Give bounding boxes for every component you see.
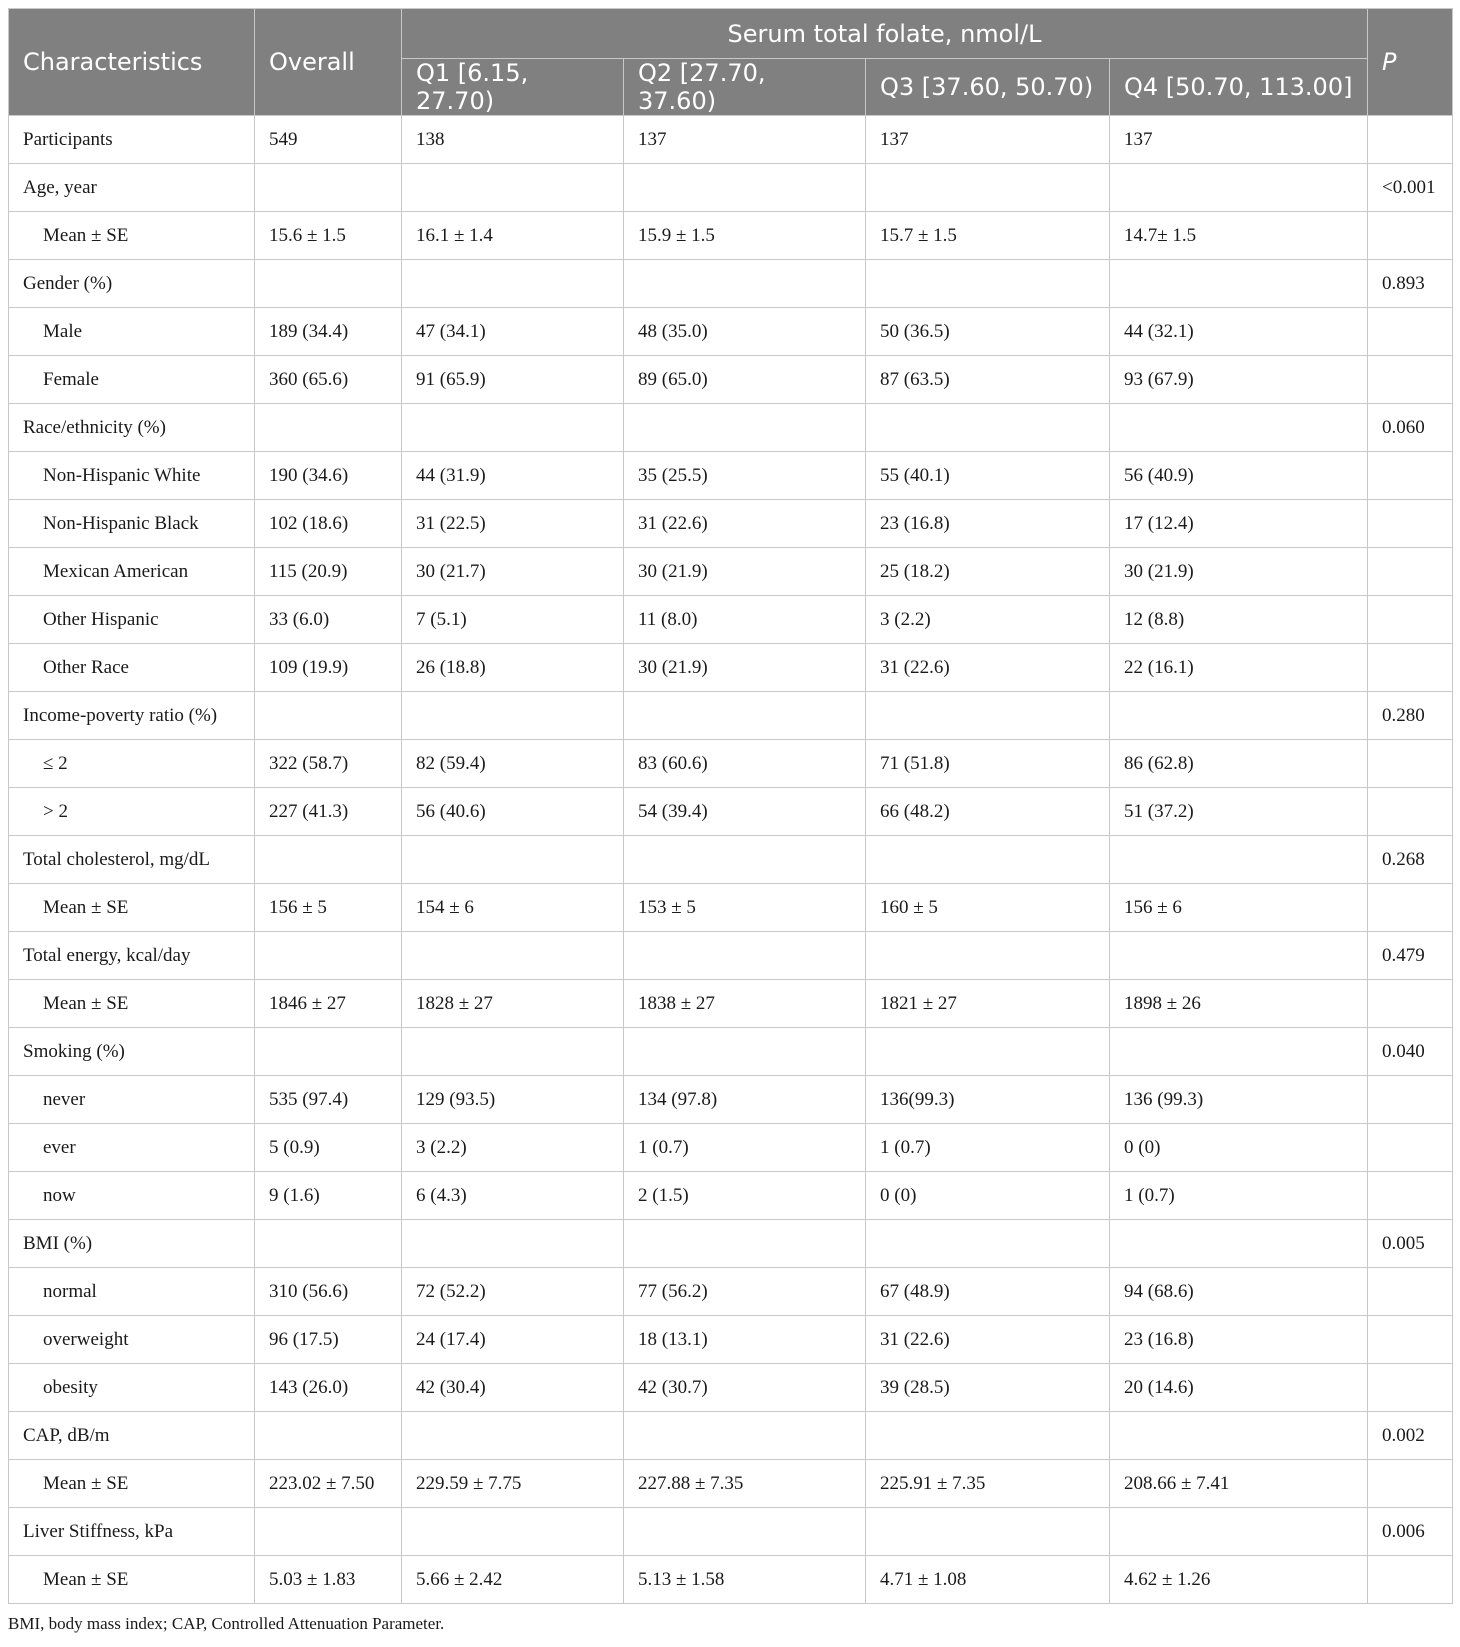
cell-q3: 31 (22.6): [866, 1316, 1110, 1364]
cell-p: 0.893: [1368, 260, 1453, 308]
table-row: [9, 212, 1453, 260]
cell-label: Total cholesterol, mg/dL: [9, 836, 255, 884]
cell-q4: 17 (12.4): [1110, 500, 1368, 548]
cell-q2: 31 (22.6): [624, 500, 866, 548]
cell-q3: 137: [866, 116, 1110, 164]
cell-q2: 5.13 ± 1.58: [624, 1556, 866, 1604]
table-row: [9, 356, 1453, 404]
cell-q4: [1110, 692, 1368, 740]
cell-q1: 129 (93.5): [402, 1076, 624, 1124]
cell-label: Race/ethnicity (%): [9, 404, 255, 452]
table-row: [9, 308, 1453, 356]
cell-q1: [402, 932, 624, 980]
header-characteristics: Characteristics: [9, 9, 255, 116]
cell-q2: 2 (1.5): [624, 1172, 866, 1220]
cell-overall: 322 (58.7): [255, 740, 402, 788]
table-row: [9, 1076, 1453, 1124]
cell-overall: 535 (97.4): [255, 1076, 402, 1124]
cell-q3: 71 (51.8): [866, 740, 1110, 788]
cell-q1: [402, 1508, 624, 1556]
cell-p: 0.060: [1368, 404, 1453, 452]
cell-overall: [255, 404, 402, 452]
cell-q3: 15.7 ± 1.5: [866, 212, 1110, 260]
cell-q3: [866, 932, 1110, 980]
cell-q2: 83 (60.6): [624, 740, 866, 788]
cell-q1: [402, 1220, 624, 1268]
cell-q4: [1110, 404, 1368, 452]
cell-label: > 2: [9, 788, 255, 836]
cell-q3: 87 (63.5): [866, 356, 1110, 404]
cell-p: [1368, 1124, 1453, 1172]
cell-p: 0.002: [1368, 1412, 1453, 1460]
cell-p: 0.006: [1368, 1508, 1453, 1556]
cell-q4: [1110, 260, 1368, 308]
cell-overall: 223.02 ± 7.50: [255, 1460, 402, 1508]
cell-q2: 30 (21.9): [624, 644, 866, 692]
table-row: [9, 452, 1453, 500]
cell-p: [1368, 740, 1453, 788]
cell-label: now: [9, 1172, 255, 1220]
cell-q2: 11 (8.0): [624, 596, 866, 644]
table-row: [9, 1364, 1453, 1412]
cell-q2: [624, 1508, 866, 1556]
cell-label: never: [9, 1076, 255, 1124]
header-q3: Q3 [37.60, 50.70): [866, 59, 1110, 116]
cell-label: Mean ± SE: [9, 980, 255, 1028]
cell-q3: 225.91 ± 7.35: [866, 1460, 1110, 1508]
cell-label: Age, year: [9, 164, 255, 212]
cell-q3: 1 (0.7): [866, 1124, 1110, 1172]
cell-q3: [866, 1028, 1110, 1076]
characteristics-table-container: [8, 8, 1452, 1604]
cell-q3: 66 (48.2): [866, 788, 1110, 836]
cell-q3: 1821 ± 27: [866, 980, 1110, 1028]
cell-q1: 44 (31.9): [402, 452, 624, 500]
cell-q2: 42 (30.7): [624, 1364, 866, 1412]
table-body: [9, 116, 1453, 1604]
cell-q2: [624, 260, 866, 308]
cell-q4: [1110, 836, 1368, 884]
cell-q3: [866, 260, 1110, 308]
cell-q2: [624, 836, 866, 884]
cell-q2: 30 (21.9): [624, 548, 866, 596]
cell-q1: 3 (2.2): [402, 1124, 624, 1172]
cell-q2: 153 ± 5: [624, 884, 866, 932]
table-row: [9, 788, 1453, 836]
cell-q2: 48 (35.0): [624, 308, 866, 356]
cell-label: Non-Hispanic White: [9, 452, 255, 500]
cell-label: ≤ 2: [9, 740, 255, 788]
cell-p: [1368, 1460, 1453, 1508]
table-row: [9, 1220, 1453, 1268]
table-row: [9, 500, 1453, 548]
cell-q2: [624, 692, 866, 740]
cell-q4: 30 (21.9): [1110, 548, 1368, 596]
table-row: [9, 1460, 1453, 1508]
cell-p: [1368, 356, 1453, 404]
cell-label: Male: [9, 308, 255, 356]
cell-q2: 77 (56.2): [624, 1268, 866, 1316]
cell-q1: 47 (34.1): [402, 308, 624, 356]
cell-q1: 154 ± 6: [402, 884, 624, 932]
cell-q4: 22 (16.1): [1110, 644, 1368, 692]
cell-q1: 72 (52.2): [402, 1268, 624, 1316]
cell-label: ever: [9, 1124, 255, 1172]
cell-q2: 35 (25.5): [624, 452, 866, 500]
cell-q4: 14.7± 1.5: [1110, 212, 1368, 260]
cell-overall: 227 (41.3): [255, 788, 402, 836]
cell-q3: [866, 836, 1110, 884]
cell-q2: [624, 404, 866, 452]
cell-q3: 4.71 ± 1.08: [866, 1556, 1110, 1604]
cell-q2: 89 (65.0): [624, 356, 866, 404]
cell-q4: 1 (0.7): [1110, 1172, 1368, 1220]
cell-overall: 190 (34.6): [255, 452, 402, 500]
cell-p: [1368, 1076, 1453, 1124]
cell-overall: 156 ± 5: [255, 884, 402, 932]
cell-label: Participants: [9, 116, 255, 164]
cell-q3: [866, 404, 1110, 452]
cell-overall: 310 (56.6): [255, 1268, 402, 1316]
cell-q4: 12 (8.8): [1110, 596, 1368, 644]
cell-q4: 51 (37.2): [1110, 788, 1368, 836]
cell-q2: 1838 ± 27: [624, 980, 866, 1028]
cell-label: overweight: [9, 1316, 255, 1364]
cell-p: [1368, 1364, 1453, 1412]
cell-overall: [255, 260, 402, 308]
cell-q1: 138: [402, 116, 624, 164]
table-row: [9, 740, 1453, 788]
cell-label: Mean ± SE: [9, 1460, 255, 1508]
cell-label: CAP, dB/m: [9, 1412, 255, 1460]
table-row: [9, 404, 1453, 452]
table-row: [9, 1412, 1453, 1460]
table-row: [9, 932, 1453, 980]
cell-q2: 134 (97.8): [624, 1076, 866, 1124]
cell-q4: [1110, 1412, 1368, 1460]
cell-q2: [624, 1028, 866, 1076]
cell-q1: 91 (65.9): [402, 356, 624, 404]
header-q2: Q2 [27.70, 37.60): [624, 59, 866, 116]
cell-overall: 189 (34.4): [255, 308, 402, 356]
cell-q3: [866, 1412, 1110, 1460]
cell-q1: 16.1 ± 1.4: [402, 212, 624, 260]
cell-overall: 33 (6.0): [255, 596, 402, 644]
table-row: [9, 1172, 1453, 1220]
cell-p: 0.479: [1368, 932, 1453, 980]
cell-label: Mean ± SE: [9, 212, 255, 260]
cell-label: BMI (%): [9, 1220, 255, 1268]
cell-label: Total energy, kcal/day: [9, 932, 255, 980]
cell-q3: [866, 1220, 1110, 1268]
cell-p: [1368, 1172, 1453, 1220]
cell-q4: 20 (14.6): [1110, 1364, 1368, 1412]
cell-p: [1368, 788, 1453, 836]
cell-q3: 0 (0): [866, 1172, 1110, 1220]
table-header: [9, 9, 1453, 116]
cell-q1: [402, 1412, 624, 1460]
cell-q3: 55 (40.1): [866, 452, 1110, 500]
cell-q2: [624, 1412, 866, 1460]
characteristics-table: [8, 8, 1453, 1604]
cell-q1: [402, 164, 624, 212]
cell-p: [1368, 500, 1453, 548]
cell-overall: [255, 932, 402, 980]
cell-q1: 82 (59.4): [402, 740, 624, 788]
cell-q2: [624, 1220, 866, 1268]
cell-q3: 67 (48.9): [866, 1268, 1110, 1316]
cell-label: Other Hispanic: [9, 596, 255, 644]
cell-overall: [255, 1412, 402, 1460]
cell-p: [1368, 548, 1453, 596]
cell-label: Gender (%): [9, 260, 255, 308]
cell-overall: [255, 836, 402, 884]
cell-q3: 136(99.3): [866, 1076, 1110, 1124]
cell-q3: [866, 692, 1110, 740]
cell-q4: [1110, 1028, 1368, 1076]
cell-q1: 26 (18.8): [402, 644, 624, 692]
cell-p: [1368, 884, 1453, 932]
table-row: [9, 164, 1453, 212]
cell-p: [1368, 596, 1453, 644]
cell-p: [1368, 1316, 1453, 1364]
cell-q3: 31 (22.6): [866, 644, 1110, 692]
cell-q2: 15.9 ± 1.5: [624, 212, 866, 260]
cell-q4: 137: [1110, 116, 1368, 164]
cell-label: Other Race: [9, 644, 255, 692]
cell-q4: [1110, 1508, 1368, 1556]
cell-p: <0.001: [1368, 164, 1453, 212]
cell-overall: 96 (17.5): [255, 1316, 402, 1364]
cell-overall: [255, 692, 402, 740]
cell-p: [1368, 644, 1453, 692]
cell-q1: 42 (30.4): [402, 1364, 624, 1412]
cell-overall: 109 (19.9): [255, 644, 402, 692]
table-row: [9, 116, 1453, 164]
header-q4: Q4 [50.70, 113.00]: [1110, 59, 1368, 116]
table-row: [9, 692, 1453, 740]
cell-q2: [624, 164, 866, 212]
cell-overall: [255, 1508, 402, 1556]
cell-q1: 30 (21.7): [402, 548, 624, 596]
cell-q4: 0 (0): [1110, 1124, 1368, 1172]
cell-q1: 7 (5.1): [402, 596, 624, 644]
cell-p: [1368, 1268, 1453, 1316]
cell-overall: 5 (0.9): [255, 1124, 402, 1172]
cell-q4: 1898 ± 26: [1110, 980, 1368, 1028]
cell-label: Income-poverty ratio (%): [9, 692, 255, 740]
cell-q2: 1 (0.7): [624, 1124, 866, 1172]
cell-q1: 56 (40.6): [402, 788, 624, 836]
cell-label: Liver Stiffness, kPa: [9, 1508, 255, 1556]
cell-q1: [402, 404, 624, 452]
cell-q3: 50 (36.5): [866, 308, 1110, 356]
table-row: [9, 260, 1453, 308]
cell-q3: 3 (2.2): [866, 596, 1110, 644]
cell-p: [1368, 308, 1453, 356]
cell-q2: 54 (39.4): [624, 788, 866, 836]
cell-q3: [866, 1508, 1110, 1556]
cell-q3: 39 (28.5): [866, 1364, 1110, 1412]
cell-overall: 5.03 ± 1.83: [255, 1556, 402, 1604]
cell-q4: 4.62 ± 1.26: [1110, 1556, 1368, 1604]
cell-q1: [402, 260, 624, 308]
cell-overall: 15.6 ± 1.5: [255, 212, 402, 260]
header-overall: Overall: [255, 9, 402, 116]
cell-overall: 115 (20.9): [255, 548, 402, 596]
cell-q4: 86 (62.8): [1110, 740, 1368, 788]
cell-label: Smoking (%): [9, 1028, 255, 1076]
cell-q1: 229.59 ± 7.75: [402, 1460, 624, 1508]
cell-overall: 102 (18.6): [255, 500, 402, 548]
cell-q3: 160 ± 5: [866, 884, 1110, 932]
cell-q4: 94 (68.6): [1110, 1268, 1368, 1316]
cell-q3: 23 (16.8): [866, 500, 1110, 548]
cell-label: Female: [9, 356, 255, 404]
cell-p: 0.005: [1368, 1220, 1453, 1268]
cell-q4: [1110, 932, 1368, 980]
cell-label: Mean ± SE: [9, 1556, 255, 1604]
cell-q4: 56 (40.9): [1110, 452, 1368, 500]
header-q1: Q1 [6.15, 27.70): [402, 59, 624, 116]
cell-q1: 1828 ± 27: [402, 980, 624, 1028]
cell-label: obesity: [9, 1364, 255, 1412]
cell-q4: 44 (32.1): [1110, 308, 1368, 356]
cell-q1: 24 (17.4): [402, 1316, 624, 1364]
cell-q2: 227.88 ± 7.35: [624, 1460, 866, 1508]
cell-q3: [866, 164, 1110, 212]
table-row: [9, 1028, 1453, 1076]
cell-q1: [402, 1028, 624, 1076]
cell-q3: 25 (18.2): [866, 548, 1110, 596]
cell-label: Mexican American: [9, 548, 255, 596]
cell-overall: [255, 1220, 402, 1268]
table-row: [9, 980, 1453, 1028]
table-row: [9, 1508, 1453, 1556]
cell-q1: [402, 692, 624, 740]
cell-p: [1368, 116, 1453, 164]
cell-q4: 136 (99.3): [1110, 1076, 1368, 1124]
table-row: [9, 1556, 1453, 1604]
table-row: [9, 884, 1453, 932]
cell-overall: 9 (1.6): [255, 1172, 402, 1220]
cell-p: [1368, 1556, 1453, 1604]
cell-q1: [402, 836, 624, 884]
cell-label: Non-Hispanic Black: [9, 500, 255, 548]
cell-label: normal: [9, 1268, 255, 1316]
cell-overall: [255, 164, 402, 212]
cell-q4: [1110, 164, 1368, 212]
cell-q4: 156 ± 6: [1110, 884, 1368, 932]
cell-p: [1368, 452, 1453, 500]
cell-overall: [255, 1028, 402, 1076]
table-row: [9, 1124, 1453, 1172]
cell-overall: 360 (65.6): [255, 356, 402, 404]
cell-p: 0.280: [1368, 692, 1453, 740]
table-row: [9, 548, 1453, 596]
table-row: [9, 1268, 1453, 1316]
cell-q2: 137: [624, 116, 866, 164]
cell-q4: 208.66 ± 7.41: [1110, 1460, 1368, 1508]
cell-p: [1368, 212, 1453, 260]
cell-q2: 18 (13.1): [624, 1316, 866, 1364]
table-row: [9, 596, 1453, 644]
cell-overall: 549: [255, 116, 402, 164]
cell-q1: 5.66 ± 2.42: [402, 1556, 624, 1604]
cell-overall: 1846 ± 27: [255, 980, 402, 1028]
table-footnote: BMI, body mass index; CAP, Controlled Attenuation Parameter.: [8, 1614, 445, 1633]
table-row: [9, 644, 1453, 692]
cell-q1: 6 (4.3): [402, 1172, 624, 1220]
cell-p: [1368, 980, 1453, 1028]
cell-q4: [1110, 1220, 1368, 1268]
header-p-value: P: [1368, 9, 1453, 116]
cell-p: 0.268: [1368, 836, 1453, 884]
cell-label: Mean ± SE: [9, 884, 255, 932]
header-serum-folate-group: Serum total folate, nmol/L: [402, 9, 1368, 59]
table-row: [9, 1316, 1453, 1364]
cell-q4: 93 (67.9): [1110, 356, 1368, 404]
cell-p: 0.040: [1368, 1028, 1453, 1076]
cell-q2: [624, 932, 866, 980]
table-row: [9, 836, 1453, 884]
cell-q4: 23 (16.8): [1110, 1316, 1368, 1364]
cell-q1: 31 (22.5): [402, 500, 624, 548]
cell-overall: 143 (26.0): [255, 1364, 402, 1412]
